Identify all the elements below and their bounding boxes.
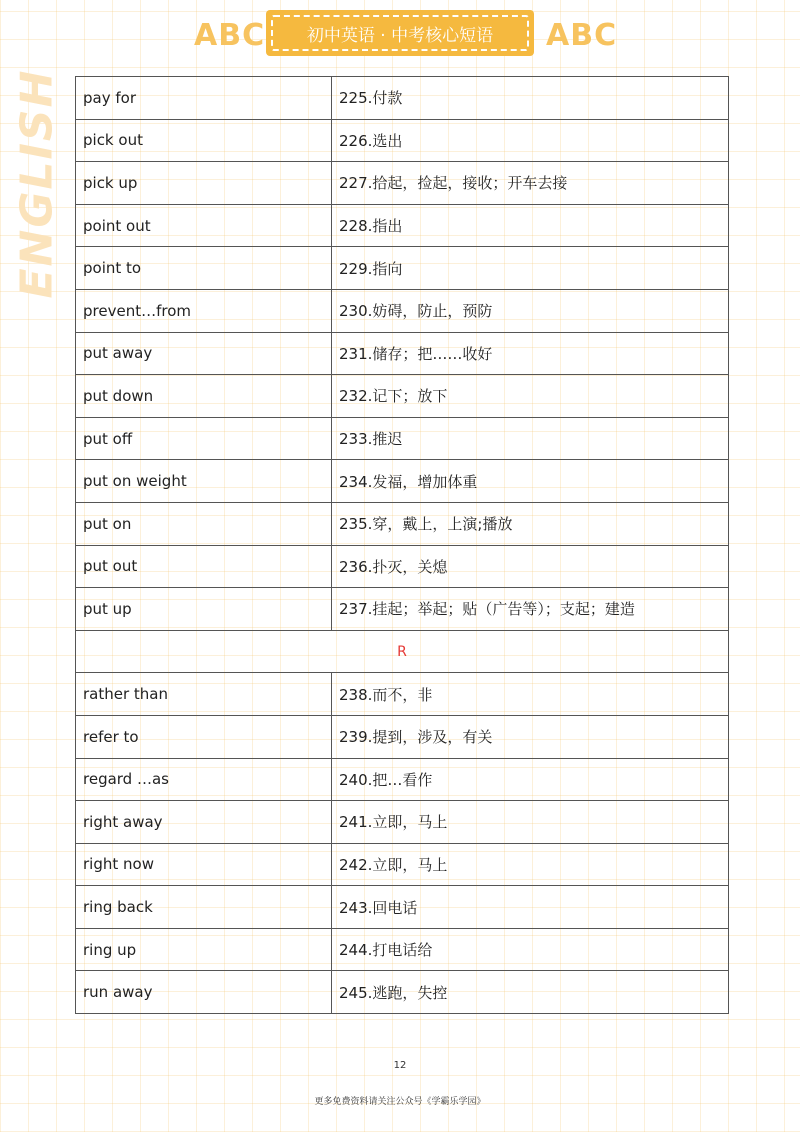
table-row [76,928,729,971]
table-row [76,971,729,1014]
phrase-english: pick up [76,162,332,205]
phrase-chinese: 228.指出 [332,204,729,247]
table-row [76,545,729,588]
phrase-chinese: 226.选出 [332,119,729,162]
phrase-english: prevent…from [76,289,332,332]
table-row [76,289,729,332]
phrase-english: put up [76,588,332,631]
table-row [76,247,729,290]
phrase-chinese: 242.立即，马上 [332,843,729,886]
phrase-english: rather than [76,673,332,716]
table-row [76,843,729,886]
phrase-english: put on weight [76,460,332,503]
phrase-chinese: 236.扑灭，关熄 [332,545,729,588]
table-row [76,375,729,418]
phrase-english: put off [76,417,332,460]
phrase-english: point to [76,247,332,290]
phrase-english: right now [76,843,332,886]
page-header [0,10,800,60]
side-watermark: ENGLISH [11,68,63,299]
table-row [76,332,729,375]
table-row [76,715,729,758]
phrase-english: ring back [76,886,332,929]
table-row [76,162,729,205]
table-row [76,204,729,247]
phrase-chinese: 238.而不，非 [332,673,729,716]
phrase-chinese: 244.打电话给 [332,928,729,971]
phrase-chinese: 227.拾起，捡起，接收；开车去接 [332,162,729,205]
phrase-english: put out [76,545,332,588]
phrase-english: pay for [76,77,332,120]
footer-note: 更多免费资料请关注公众号《学霸乐学园》 [314,1097,486,1107]
phrase-english: ring up [76,928,332,971]
phrase-english: regard …as [76,758,332,801]
phrase-chinese: 225.付款 [332,77,729,120]
phrase-english: point out [76,204,332,247]
table-row [76,119,729,162]
page-title: 初中英语 · 中考核心短语 [271,15,529,51]
phrase-english: right away [76,801,332,844]
phrase-table [75,76,729,1014]
phrase-chinese: 235.穿，戴上，上演;播放 [332,502,729,545]
phrase-chinese: 237.挂起；举起；贴（广告等）；支起；建造 [332,588,729,631]
phrase-chinese: 233.推迟 [332,417,729,460]
table-row [76,77,729,120]
phrase-chinese: 240.把…看作 [332,758,729,801]
table-row [76,886,729,929]
table-row [76,417,729,460]
phrase-english: run away [76,971,332,1014]
phrase-table-body [76,77,729,1014]
phrase-english: pick out [76,119,332,162]
table-row [76,673,729,716]
table-row [76,588,729,631]
phrase-english: put on [76,502,332,545]
phrase-chinese: 234.发福，增加体重 [332,460,729,503]
phrase-chinese: 232.记下；放下 [332,375,729,418]
abc-right-label: ABC [546,18,618,53]
phrase-english: refer to [76,715,332,758]
section-header-row [76,630,729,673]
phrase-english: put down [76,375,332,418]
phrase-chinese: 230.妨碍，防止，预防 [332,289,729,332]
phrase-chinese: 241.立即，马上 [332,801,729,844]
section-letter: R [76,630,729,673]
table-row [76,801,729,844]
title-banner [266,10,534,56]
phrase-chinese: 243.回电话 [332,886,729,929]
phrase-chinese: 231.储存；把……收好 [332,332,729,375]
table-row [76,758,729,801]
abc-left-label: ABC [194,18,266,53]
phrase-english: put away [76,332,332,375]
page-number: 12 [393,1060,407,1071]
phrase-chinese: 229.指向 [332,247,729,290]
table-row [76,460,729,503]
table-row [76,502,729,545]
phrase-chinese: 239.提到，涉及，有关 [332,715,729,758]
phrase-chinese: 245.逃跑，失控 [332,971,729,1014]
